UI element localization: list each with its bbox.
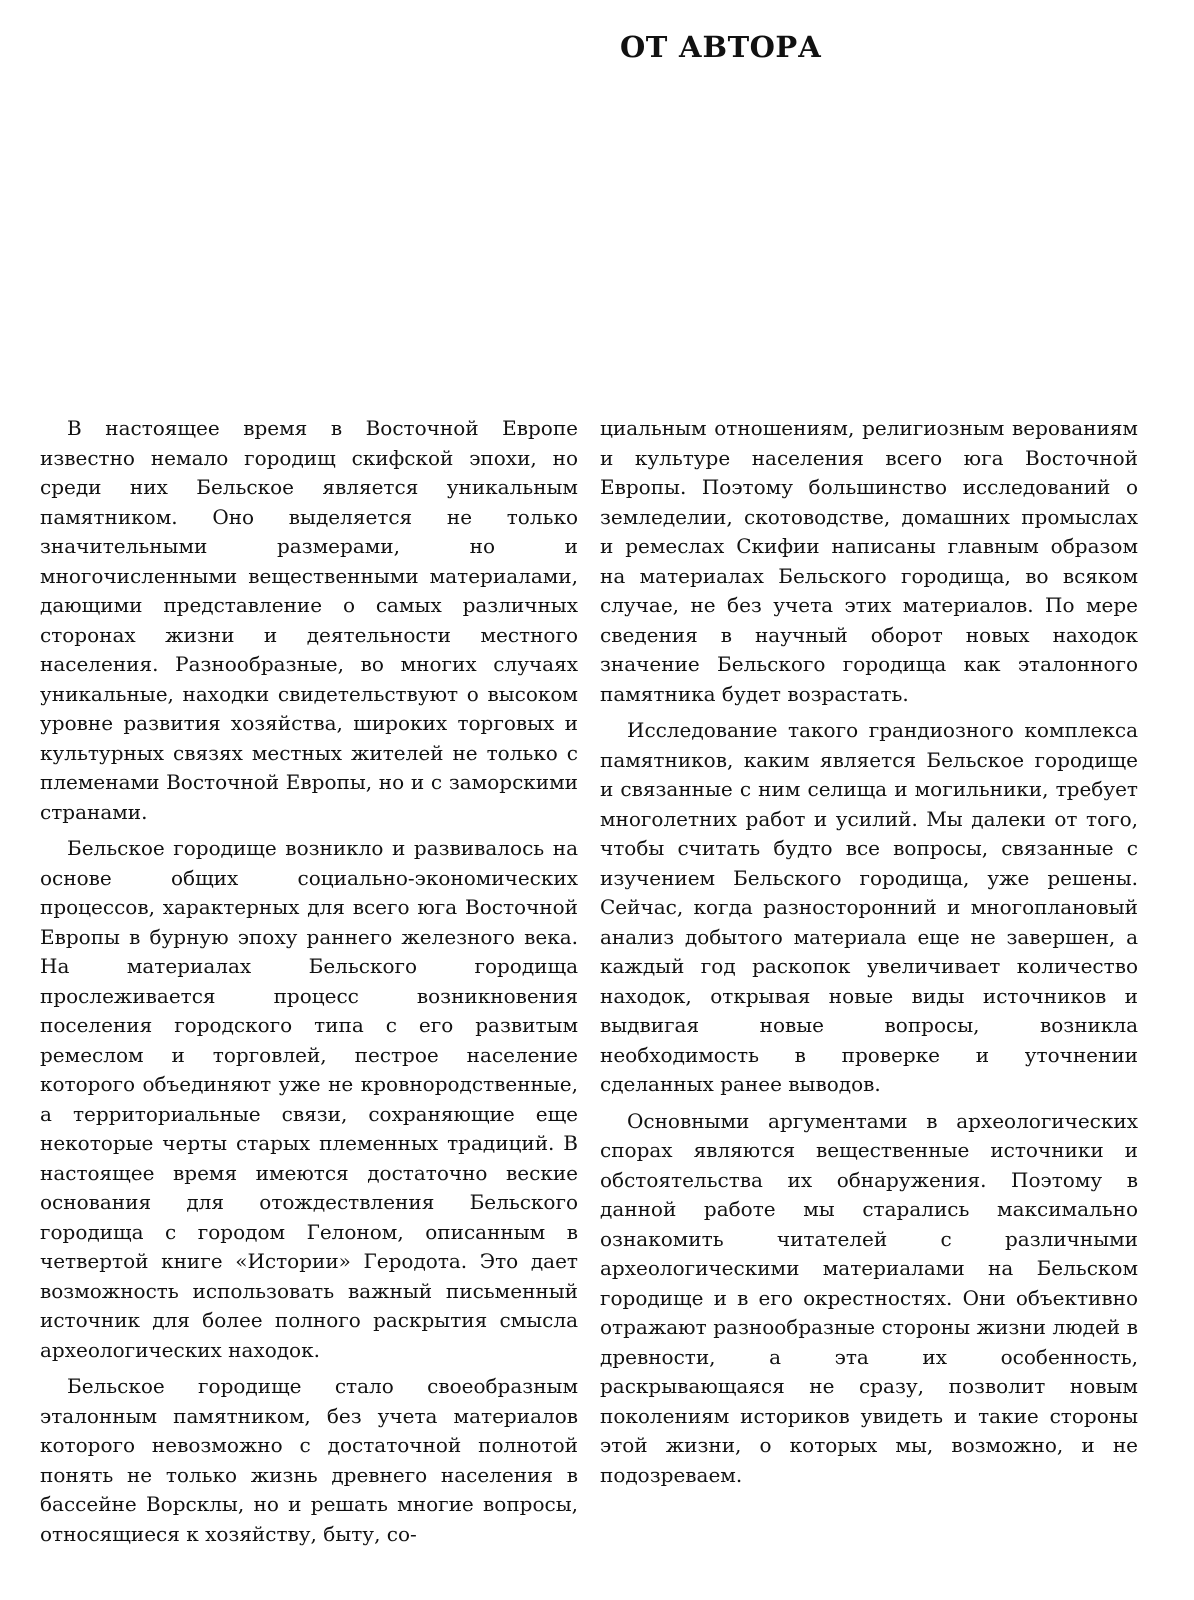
paragraph: В настоящее время в Восточной Европе известно немало городищ скифской эпохи, но среди них Бельское является уникальным памятником. Оно выделяется не только значительными размерами, но и многочисленными вещественными материалами, дающими представление о самых различных сторонах жизни и деятельности местного населения. Разнообразные, во многих случаях уникальные, находки свидетельствуют о высоком уровне развития хозяйства, широких торговых и культурных связях местных жителей не только с племенами Восточной Европы, но и с заморскими странами. bbox=[40, 416, 578, 824]
paragraph-continuation: циальным отношениям, религиозным верованиям и культуре населения всего юга Восточной Европы. Поэтому большинство исследований о земледелии, скотоводстве, домашних промыслах и ремеслах Скифии написаны главным образом на материалах Бельского городища, во всяком случае, не без учета этих материалов. По мере сведения в научный оборот новых находок значение Бельского городища как эталонного памятника будет возрастать. bbox=[600, 416, 1138, 706]
text-column-right bbox=[600, 414, 1138, 1497]
paragraph: Основными аргументами в археологических спорах являются вещественные источники и обстоятельства их обнаружения. Поэтому в данной работе мы старались максимально ознакомить читателей с различными археологическими материалами на Бельском городище и в его окрестностях. Они объективно отражают разнообразные стороны жизни людей в древности, а эта их особенность, раскрывающаяся не сразу, позволит новым поколениям историков увидеть и такие стороны этой жизни, о которых мы, возможно, и не подозреваем. bbox=[600, 1108, 1138, 1487]
paragraph: Исследование такого грандиозного комплекса памятников, каким является Бельское городище и связанные с ним селища и могильники, требует многолетних работ и усилий. Мы далеки от того, чтобы считать будто все вопросы, связанные с изучением Бельского городища, уже решены. Сейчас, когда разносторонний и многоплановый анализ добытого материала еще не завершен, а каждый год раскопок увеличивает количество находок, открывая новые виды источников и выдвигая новые вопросы, возникла необходимость в проверке и уточнении сделанных ранее выводов. bbox=[600, 718, 1138, 1096]
paragraph: Бельское городище стало своеобразным эталонным памятником, без учета материалов которого невозможно с достаточной полнотой понять не только жизнь древнего населения в бассейне Ворсклы, но и решать многие вопросы, относящиеся к хозяйству, быту, со- bbox=[40, 1374, 578, 1546]
page-title: ОТ АВТОРА bbox=[620, 30, 822, 64]
paragraph: Бельское городище возникло и развивалось на основе общих социально-экономических процессов, характерных для всего юга Восточной Европы в бурную эпоху раннего железного века. На материалах Бельского городища прослеживается процесс возникновения поселения городского типа с его развитым ремеслом и торговлей, пестрое население которого объединяют уже не кровнородственные, а территориальные связи, сохраняющие еще некоторые черты старых племенных традиций. В настоящее время имеются достаточно веские основания для отождествления Бельского городища с городом Гелоном, описанным в четвертой книге «Истории» Геродота. Это дает возможность использовать важный письменный источник для более полного раскрытия смысла археологических находок. bbox=[40, 836, 578, 1362]
text-column-left bbox=[40, 414, 578, 1556]
